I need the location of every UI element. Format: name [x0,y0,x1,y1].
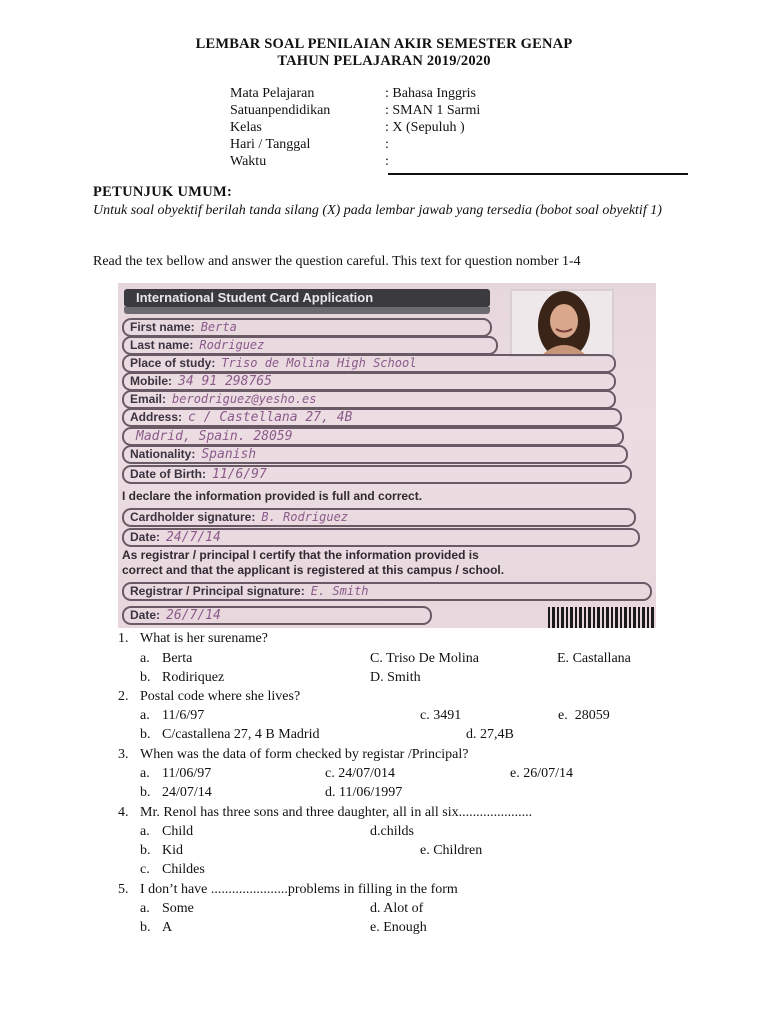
field-value: Spanish [201,447,257,462]
option [370,899,423,918]
card-field [122,372,616,391]
question-text: I don’t have ......................problems in filling in the form [140,882,458,897]
option-text: Enough [383,920,427,935]
option-text: Child [162,824,194,839]
question-number: 2. [118,689,129,704]
option-letter: C. [370,651,383,666]
option-letter: c. [420,708,430,723]
option-letter: a. [140,766,150,781]
option-letter: b. [140,920,151,935]
field-value: 24/7/14 [166,530,221,545]
card-header: International Student Card Application [124,289,490,307]
option-letter: e. [370,920,380,935]
date-field [122,528,640,547]
option [558,706,610,725]
option-text: 24/07/014 [338,766,395,781]
card-field [122,354,616,373]
field-value: E. Smith [310,584,369,598]
field-value: Madrid, Spain. 28059 [136,429,293,444]
card-serial-strip [124,307,490,314]
field-label: Date of Birth: [130,467,206,481]
meta-row [230,119,480,136]
field-label: First name: [130,320,195,334]
question-number: 1. [118,631,129,646]
option-letter: e. [558,708,568,723]
option-text: 3491 [433,708,462,723]
field-value: berodriguez@yesho.es [172,392,317,406]
option-text: Rodiriquez [162,670,225,685]
option [557,649,631,668]
field-label: Email: [130,392,167,406]
date-field [122,606,432,625]
option-letter: e. [510,766,520,781]
question-text: What is her surename? [140,631,268,646]
meta-row [230,85,480,102]
option [420,706,461,725]
card-field [122,445,628,464]
option-letter: d. [370,901,381,916]
option-letter: d. [370,824,381,839]
option-letter: e. [420,843,430,858]
option-text: Triso De Molina [386,651,479,666]
certify-text-1: As registrar / principal I certify that the information provided is [122,548,479,562]
card-field [122,390,616,409]
meta-label: Kelas [230,120,262,135]
option-text: A [162,920,173,935]
portrait-photo [510,289,614,357]
option [140,918,172,937]
card-field [122,427,624,446]
option [370,918,427,937]
reading-intro: Read the tex bellow and answer the question careful. This text for question nomber 1-4 [93,254,581,269]
option-text: Castallana [572,651,631,666]
option [325,764,395,783]
registrar-signature-field [122,582,652,601]
certify-text-2: correct and that the applicant is registered at this campus / school. [122,563,505,577]
meta-value: : [385,154,389,169]
option [370,822,414,841]
meta-label: Mata Pelajaran [230,86,315,101]
field-label: Registrar / Principal signature: [130,584,305,598]
option [140,649,192,668]
field-value: 26/7/14 [166,608,221,623]
option-text: Alot of [383,901,424,916]
card-field [122,318,492,337]
option-text: 26/07/14 [523,766,573,781]
card-field [122,465,632,484]
portrait-icon [512,291,612,355]
meta-label: Satuanpendidikan [230,103,331,118]
option-letter: d. [325,785,336,800]
field-value: c / Castellana 27, 4B [188,410,353,425]
field-label: Cardholder signature: [130,510,256,524]
option [370,649,479,668]
field-value: Berta [200,320,237,334]
card-photo [118,283,656,628]
option-letter: c. [325,766,335,781]
divider-line [388,173,688,175]
option-letter: b. [140,785,151,800]
option [510,764,573,783]
option [140,764,211,783]
option-text: childs [380,824,414,839]
option-letter: c. [140,862,150,877]
card-field [122,408,622,427]
option-letter: a. [140,708,150,723]
option-letter: a. [140,901,150,916]
option [140,860,205,879]
option [140,783,212,802]
doc-subtitle: TAHUN PELAJARAN 2019/2020 [277,53,491,69]
option-letter: D. [370,670,384,685]
question-3 [118,745,468,764]
field-label: Nationality: [130,447,196,461]
option [420,841,482,860]
option-text: Kid [162,843,183,858]
meta-value: : Bahasa Inggris [385,86,476,101]
question-2 [118,687,300,706]
doc-title: LEMBAR SOAL PENILAIAN AKIR SEMESTER GENAP [195,36,573,52]
option-text: 24/07/14 [162,785,212,800]
option [140,725,319,744]
field-value: Triso de Molina High School [221,356,417,370]
field-label: Date: [130,530,161,544]
option-text: C/castallena 27, 4 B Madrid [162,727,320,742]
meta-value: : [385,137,389,152]
field-value: 34 91 298765 [178,374,272,389]
option-text: Children [433,843,483,858]
option-text: Some [162,901,194,916]
question-4 [118,803,532,822]
option-letter: b. [140,670,151,685]
question-number: 3. [118,747,129,762]
option-letter: d. [466,727,477,742]
option-text: Smith [387,670,421,685]
field-label: Place of study: [130,356,216,370]
meta-row [230,102,480,119]
instructions-title: PETUNJUK UMUM: [93,184,233,200]
option-letter: a. [140,824,150,839]
option-letter: E. [557,651,570,666]
field-value: B. Rodriguez [261,510,349,524]
field-label: Date: [130,608,161,622]
option [140,706,204,725]
option-text: Berta [162,651,193,666]
option [140,899,194,918]
instructions-text: Untuk soal obyektif berilah tanda silang (X) pada lembar jawab yang tersedia (bobot soal obyektif 1) [93,203,662,218]
question-text: When was the data of form checked by registar /Principal? [140,747,469,762]
option-letter: b. [140,727,151,742]
option [140,822,193,841]
meta-row [230,153,480,170]
question-1 [118,629,268,648]
option-letter: b. [140,843,151,858]
field-value: Rodriguez [199,338,265,352]
option [466,725,514,744]
option [140,841,183,860]
meta-value: : SMAN 1 Sarmi [385,103,481,118]
cardholder-signature-field [122,508,636,527]
question-5 [118,880,458,899]
field-label: Last name: [130,338,194,352]
option [140,668,224,687]
option-text: 11/06/1997 [339,785,403,800]
meta-label: Waktu [230,154,267,169]
barcode-icon [548,607,656,628]
option-text: 27,4B [480,727,514,742]
question-number: 4. [118,805,129,820]
question-text: Postal code where she lives? [140,689,301,704]
field-label: Mobile: [130,374,172,388]
meta-row [230,136,480,153]
option [325,783,402,802]
question-text: Mr. Renol has three sons and three daughter, all in all six..................... [140,805,533,820]
field-label: Address: [130,410,183,424]
option-text: 11/6/97 [162,708,205,723]
declaration-text: I declare the information provided is full and correct. [122,489,423,503]
option-text: Childes [162,862,205,877]
option-text: 11/06/97 [162,766,212,781]
meta-label: Hari / Tanggal [230,137,311,152]
option [370,668,421,687]
meta-value: : X (Sepuluh ) [385,120,465,135]
field-value: 11/6/97 [212,467,267,482]
option-text: 28059 [571,708,610,723]
card-field [122,336,498,355]
question-number: 5. [118,882,129,897]
meta-block [230,85,480,170]
option-letter: a. [140,651,150,666]
